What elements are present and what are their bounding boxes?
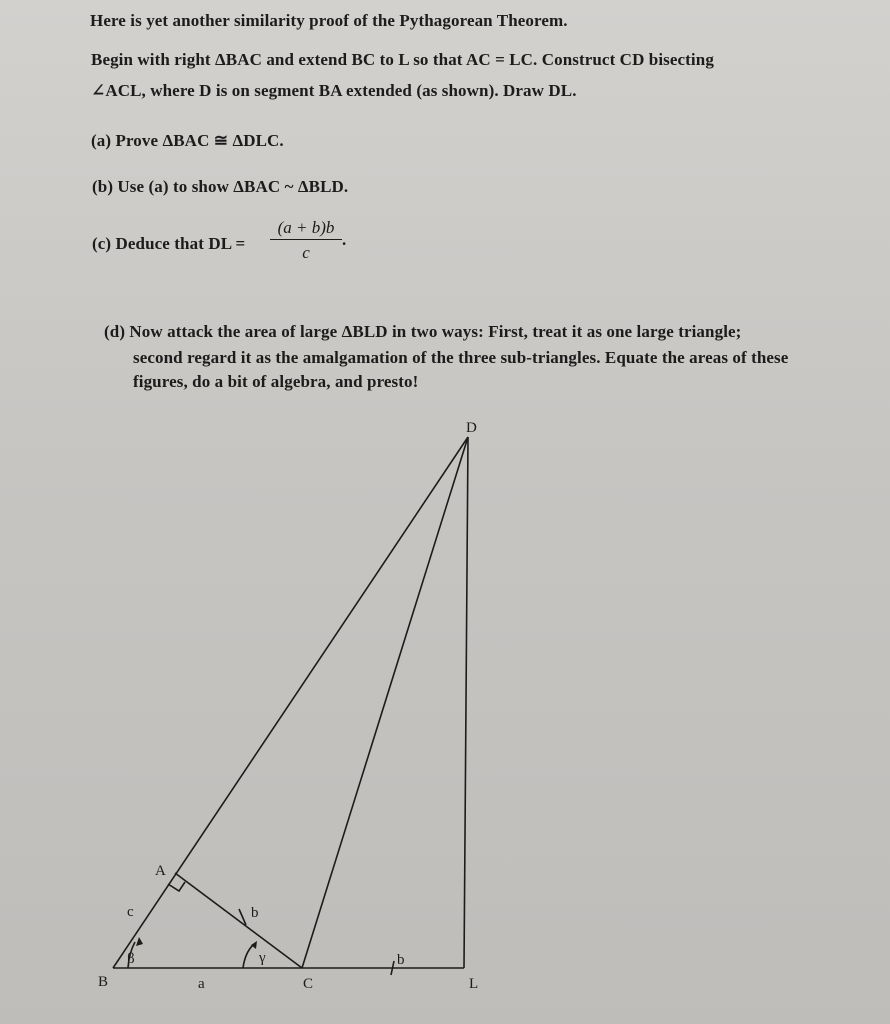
label-angle-gamma: γ bbox=[259, 950, 266, 966]
segment-BD bbox=[113, 437, 468, 968]
fraction-denominator: c bbox=[302, 243, 310, 262]
angle-gamma-arrow bbox=[251, 941, 257, 949]
label-A: A bbox=[155, 863, 166, 879]
part-d-line-2: second regard it as the amalgamation of the three sub-triangles. Equate the areas of these bbox=[133, 348, 789, 367]
label-side-c: c bbox=[127, 904, 134, 920]
label-side-b-CL: b bbox=[397, 952, 405, 968]
angle-gamma-arc bbox=[243, 945, 253, 968]
part-c-prefix: (c) Deduce that DL = bbox=[92, 234, 246, 253]
label-angle-beta: β bbox=[127, 951, 135, 967]
segment-CD bbox=[302, 437, 468, 968]
part-c-period: . bbox=[342, 230, 347, 249]
label-side-a: a bbox=[198, 976, 205, 992]
intro-line-1: Begin with right ΔBAC and extend BC to L so that AC = LC. Construct CD bisecting bbox=[91, 50, 714, 69]
segment-LD bbox=[464, 437, 468, 968]
label-side-b-AC: b bbox=[251, 905, 259, 921]
part-b: (b) Use (a) to show ΔBAC ~ ΔBLD. bbox=[92, 177, 349, 196]
label-B: B bbox=[98, 974, 109, 990]
segment-AC bbox=[175, 873, 302, 968]
intro-line-2: ∠ACL, where D is on segment BA extended (as shown). Draw DL. bbox=[91, 81, 577, 100]
part-a: (a) Prove ΔBAC ≅ ΔDLC. bbox=[91, 131, 284, 150]
heading: Here is yet another similarity proof of the Pythagorean Theorem. bbox=[90, 11, 568, 30]
label-C: C bbox=[303, 976, 314, 992]
label-D: D bbox=[466, 420, 477, 436]
part-d-line-1: (d) Now attack the area of large ΔBLD in two ways: First, treat it as one large triangle; bbox=[104, 322, 742, 341]
part-d-line-3: figures, do a bit of algebra, and presto! bbox=[133, 372, 419, 391]
label-L: L bbox=[469, 976, 479, 992]
angle-beta-arrow bbox=[136, 937, 143, 946]
fraction-numerator: (a + b)b bbox=[277, 218, 335, 237]
